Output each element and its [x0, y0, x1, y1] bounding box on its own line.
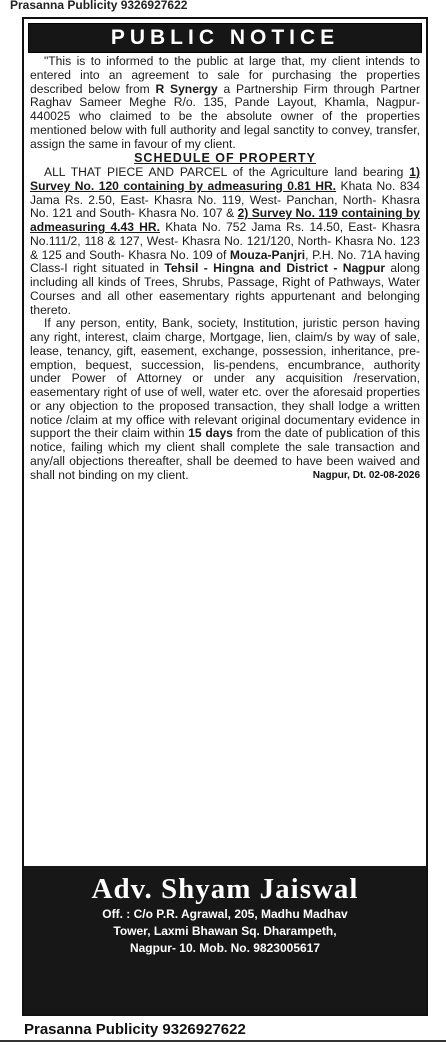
claims-text-2: from the date of publication of this notice, failing which my client shall complete the sale transaction and any/all objections thereafter, shall be deemed to have been waived and shall not binding on my client.: [30, 426, 420, 482]
intro-text-1: "This is to informed to the public at large that, my client intends to entered into an agreement to sale for purchasing the properties described below from: [30, 54, 420, 96]
schedule-text-1: ALL THAT PIECE AND PARCEL of the Agriculture land bearing: [44, 165, 410, 179]
office-address: [24, 906, 426, 957]
schedule-text-4: , P.H. No. 71A having Class-I right situated in: [30, 247, 420, 276]
intro-paragraph: [30, 55, 420, 151]
claims-text-1: If any person, entity, Bank, society, Institution, juristic person having any right, interest, claim charge, Mortgage, lien, claim/s by way of sale, lease, tenancy, gift, easement, exchange, possession, inheritance, pre-emption, bequest, succession, lis-pendens, encumbrance, authority under Power of Attorney or under any acquisition /reservation, easementary right of use of well, water etc. over the aforesaid properties or any objection to the proposed transaction, they shall lodge a written notice /claim at my office with relevant original documentary evidence in support the their claim within: [30, 316, 420, 441]
date-line: Nagpur, Dt. 02-08-2026: [312, 470, 420, 482]
schedule-paragraph: [30, 166, 420, 317]
notice-body: [24, 55, 426, 482]
advocate-footer: [24, 866, 426, 1014]
office-line-2: Tower, Laxmi Bhawan Sq. Dharampeth,: [113, 924, 337, 938]
header-strip: Prasanna Publicity 9326927622: [10, 0, 188, 12]
public-notice: [22, 17, 428, 1016]
claims-paragraph: [30, 317, 420, 482]
tehsil-district: Tehsil - Hingna and District - Nagpur: [164, 261, 386, 276]
schedule-text-2: Khata No. 834 Jama Rs. 2.50, East- Khasra No. 119, West- Panchan, North- Khasra No. 121 and South- Khasra No. 107 &: [30, 178, 421, 221]
mouza-name: Mouza-Panjri: [229, 247, 306, 262]
advocate-name: Adv. Shyam Jaiswal: [91, 873, 359, 905]
survey-2: 2) Survey No. 119 containing by admeasuring 4.43 HR.: [30, 206, 420, 234]
publicity-credit: Prasanna Publicity 9326927622: [24, 1021, 246, 1038]
schedule-text-3: Khata No. 752 Jama Rs. 14.50, East- Khasra No.111/2, 118 & 127, West- Khasra No. 121/120, North- Khasra No. 123 & 125 and South- Khasra No. 109 of: [30, 220, 420, 262]
claim-period: 15 days: [188, 426, 233, 441]
office-line-1: Off. : C/o P.R. Agrawal, 205, Madhu Madhav: [102, 907, 348, 921]
schedule-heading: SCHEDULE OF PROPERTY: [134, 151, 316, 166]
intro-text-2: a Partnership Firm through Partner Raghav Sameer Meghe R/o. 135, Pande Layout, Khamla, Nagpur-440025 who claimed to be the absolute owner of the properties mentioned below with full authority and legal sanctity to convey, transfer, assign the same in favour of my client.: [30, 81, 420, 151]
notice-title: PUBLIC NOTICE: [28, 23, 422, 53]
survey-1: 1) Survey No. 120 containing by admeasuring 0.81 HR.: [30, 165, 420, 193]
page-divider: [0, 1040, 446, 1042]
schedule-text-5: along including all kinds of Trees, Shrubs, Passage, Right of Pathways, Water Courses and all other easementary rights appurtenant and belonging thereto.: [30, 261, 420, 317]
office-line-3: Nagpur- 10. Mob. No. 9823005617: [129, 941, 321, 955]
firm-name: R Synergy: [155, 81, 218, 96]
